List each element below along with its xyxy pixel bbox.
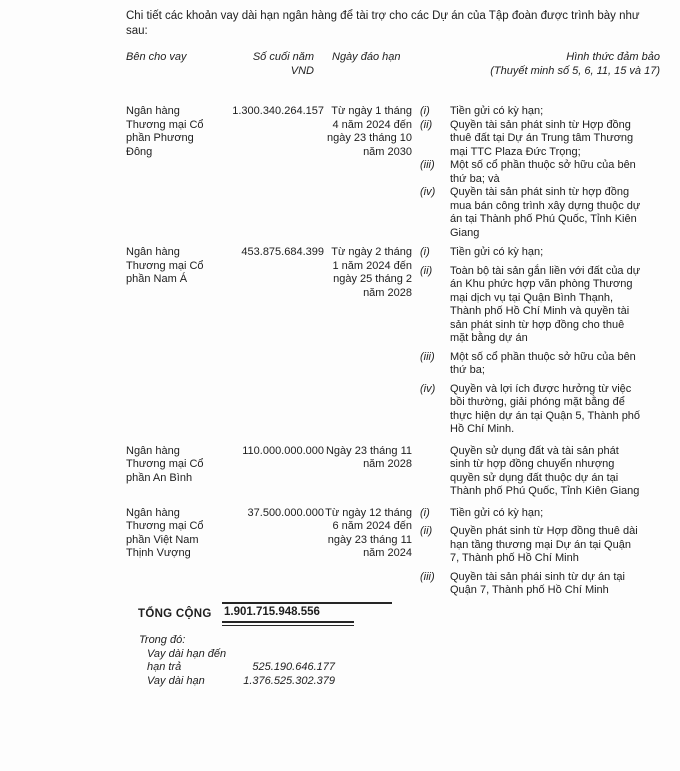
loan-row: [126, 445, 660, 499]
security-item-text: Tiền gửi có kỳ hạn;: [450, 246, 544, 258]
total-value: 1.901.715.948.556: [224, 605, 320, 618]
header-security-line1: Hình thức đảm bảo: [566, 51, 660, 63]
loan-row: [126, 507, 660, 598]
security-item-text: Tiền gửi có kỳ hạn;: [450, 506, 544, 519]
amount-cell: 1.300.340.264.157: [232, 105, 324, 117]
header-maturity: Ngày đáo hạn: [332, 51, 401, 63]
security-item: [420, 383, 660, 437]
table-header-row: [126, 51, 660, 78]
security-cell: [412, 507, 660, 598]
loan-row: [126, 246, 660, 437]
security-item-text: Quyền và lợi ích được hưởng từ việc bồi thường, giải phóng mặt bằng để thực hiện dự án tại Quận 5, Thành phố Hồ Chí Minh.: [450, 382, 641, 435]
header-security: [412, 51, 660, 78]
header-amount-line2: VND: [290, 64, 314, 77]
lender-cell: Ngân hàng Thương mại Cổ phần Việt Nam Thịnh Vượng: [126, 506, 204, 559]
security-item: [420, 119, 660, 160]
breakdown-heading: Trong đó:: [139, 634, 186, 646]
security-item: [420, 186, 660, 240]
header-amount: [222, 51, 324, 78]
security-item: [420, 265, 660, 346]
security-item-text: Toàn bộ tài sản gắn liền với đất của dự án Khu phức hợp văn phòng Thương mại dịch vụ tại Quận Bình Thạnh, Thành phố Hồ Chí Minh và quyền tài sản phát sinh từ hợp đồng cho thuê mặt bằng dự án: [450, 264, 641, 344]
maturity-cell: Từ ngày 12 tháng 6 năm 2024 đến ngày 23 tháng 11 năm 2024: [325, 506, 412, 559]
total-label: TỔNG CỘNG: [138, 607, 212, 620]
security-item-text: Một số cổ phần thuộc sở hữu của bên thứ ba; và: [450, 159, 636, 185]
security-cell: [412, 445, 660, 499]
loan-row: [126, 105, 660, 240]
security-item-numeral: (ii): [420, 525, 433, 537]
breakdown-item-label: Vay dài hạn đến hạn trả: [147, 647, 227, 673]
security-item: [420, 351, 660, 378]
maturity-cell: Từ ngày 2 tháng 1 năm 2024 đến ngày 25 tháng 2 năm 2028: [331, 246, 412, 299]
security-item-text: Quyền tài sản phái sinh từ dự án tại Quận 7, Thành phố Hồ Chí Minh: [450, 570, 625, 596]
total-underline-thick: [222, 621, 354, 623]
security-item-numeral: (i): [420, 105, 430, 117]
lender-cell: Ngân hàng Thương mại Cổ phần An Bình: [126, 444, 204, 484]
breakdown-item-value: 525.190.646.177: [252, 661, 335, 673]
security-item-numeral: (ii): [420, 264, 433, 277]
security-item-numeral: [420, 445, 450, 499]
amount-cell: 453.875.684.399: [241, 246, 324, 258]
breakdown-section: [139, 634, 660, 688]
security-item-text: Một số cổ phần thuộc sở hữu của bên thứ ba;: [450, 350, 636, 376]
breakdown-item-value: 1.376.525.302.379: [243, 674, 335, 687]
security-item-numeral: (iv): [420, 382, 436, 395]
maturity-cell: Từ ngày 1 tháng 4 năm 2024 đến ngày 23 tháng 10 năm 2030: [326, 105, 412, 158]
security-item: [420, 507, 660, 521]
security-item-text: Quyền tài sản phát sinh từ Hợp đồng thuê đất tại Dự án Trung tâm Thương mại TTC Plaza Đức Trọng;: [450, 118, 634, 158]
security-item-numeral: (iii): [420, 159, 435, 171]
header-amount-line1: Số cuối năm: [252, 51, 314, 63]
security-item-text: Quyền sử dụng đất và tài sản phát sinh từ hợp đồng chuyển nhượng quyền sử dụng đất thuộc dự án tại Thành phố Phú Quốc, Tỉnh Kiên Giang: [450, 444, 640, 497]
breakdown-item: [139, 675, 660, 689]
security-item-text: Quyền tài sản phát sinh từ hợp đồng mua bán công trình xây dựng thuộc dự án tại Thành phố Phú Quốc, Tỉnh Kiên Giang: [450, 186, 641, 239]
security-item: [420, 246, 660, 260]
security-item: [420, 445, 660, 499]
security-item-numeral: (iii): [420, 350, 435, 363]
security-item: [420, 159, 660, 186]
security-item-numeral: (iii): [420, 570, 435, 583]
security-item-numeral: (i): [420, 506, 430, 519]
security-item-numeral: (i): [420, 246, 430, 258]
breakdown-item: [139, 648, 660, 675]
security-item-text: Tiền gửi có kỳ hạn;: [450, 105, 544, 117]
lender-cell: Ngân hàng Thương mại Cổ phần Phương Đông: [126, 105, 204, 158]
security-item-numeral: (iv): [420, 186, 436, 198]
header-lender: Bên cho vay: [126, 51, 187, 63]
amount-cell: 37.500.000.000: [247, 506, 324, 519]
intro-paragraph: Chi tiết các khoản vay dài hạn ngân hàng để tài trợ cho các Dự án của Tập đoàn được trình bày như sau:: [126, 10, 640, 37]
maturity-cell: Ngày 23 tháng 11 năm 2028: [325, 444, 412, 470]
security-cell: [412, 105, 660, 240]
header-security-line2: (Thuyết minh số 5, 6, 11, 15 và 17): [490, 64, 660, 77]
total-row: [126, 602, 660, 627]
security-item: [420, 105, 660, 119]
total-underline-thin: [222, 625, 354, 626]
security-item: [420, 571, 660, 598]
lender-cell: Ngân hàng Thương mại Cổ phần Nam Á: [126, 246, 204, 285]
amount-cell: 110.000.000.000: [242, 444, 324, 457]
total-value-block: [222, 602, 392, 627]
breakdown-item-label: Vay dài hạn: [147, 674, 205, 687]
security-item-numeral: (ii): [420, 118, 433, 131]
security-item: [420, 525, 660, 566]
security-cell: [412, 246, 660, 437]
security-item-text: Quyền phát sinh từ Hợp đồng thuê dài hạn tầng thương mại Dự án tại Quận 7, Thành phố Hồ Chí Minh: [450, 525, 638, 564]
